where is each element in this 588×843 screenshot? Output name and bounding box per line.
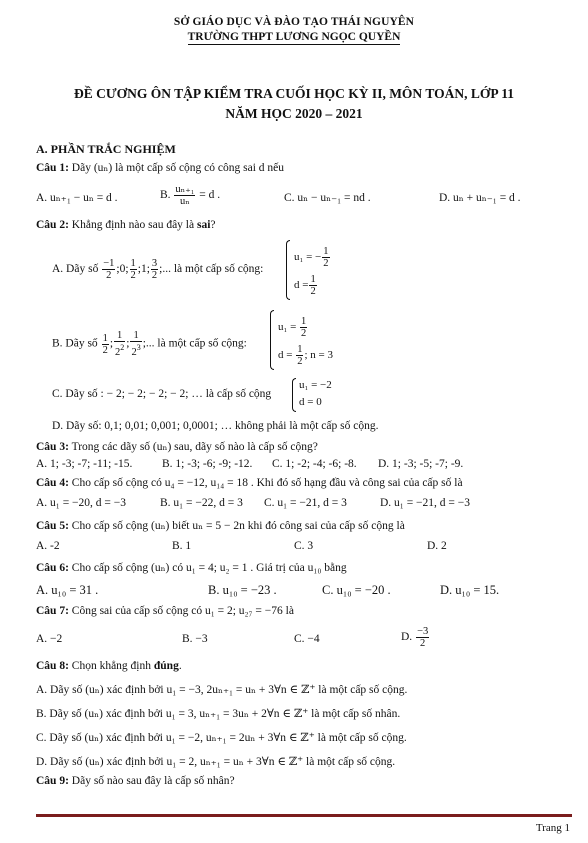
q7-option-b: B. −3: [182, 633, 208, 645]
q7-option-d: [401, 626, 430, 649]
q8-option-b: B. Dãy số (uₙ) xác định bởi u₁ = 3, uₙ₊₁ = 3uₙ + 2∀n ∈ ℤ⁺ là một cấp số nhân.: [36, 708, 401, 720]
q4-option-c: C. u₁ = −21, d = 3: [264, 497, 347, 509]
question-text: Dãy (uₙ) là một cấp số cộng có công sai d nếu: [71, 162, 285, 174]
q1-option-d: D. uₙ + uₙ₋₁ = d .: [439, 192, 521, 204]
q2-option-a: A. Dãy số $\frac{-1}{2}$ ;0; $\frac{1}{2}$ ;1; $\frac{3}{2}$ ;... là một cấp số cộng:: [52, 258, 264, 281]
q6-option-c: C. u₁₀ = −20 .: [322, 583, 391, 597]
question-label: Câu 2:: [36, 219, 69, 231]
question-text: Khẳng định nào sau đây là: [71, 219, 195, 231]
footer-divider: [36, 814, 572, 817]
option-label: B. Dãy số: [52, 337, 98, 350]
question-label: Câu 1:: [36, 162, 69, 174]
question-end: .: [178, 660, 182, 672]
question-8: [36, 660, 182, 672]
question-text: Cho cấp số cộng có u₄ = −12, u₁₄ = 18 . Khi đó số hạng đầu và công sai của cấp số là: [71, 477, 463, 489]
q3-option-b: B. 1; -3; -6; -9; -12.: [162, 458, 253, 470]
fraction: $\frac{1}{2}$: [130, 258, 136, 281]
school-name-text: TRƯỜNG THPT LƯƠNG NGỌC QUYỀN: [187, 31, 401, 43]
q1-option-a: A. uₙ₊₁ − uₙ = d .: [36, 192, 118, 204]
q6-option-d: D. u₁₀ = 15.: [440, 583, 500, 597]
question-emphasis: đúng: [153, 660, 179, 672]
option-text: là một cấp số cộng:: [173, 263, 264, 276]
question-label: Câu 9:: [36, 775, 69, 787]
q7-option-a: A. −2: [36, 633, 63, 645]
q8-option-d: D. Dãy số (uₙ) xác định bởi u₁ = 2, uₙ₊₁ = uₙ + 3∀n ∈ ℤ⁺ là một cấp số cộng.: [36, 756, 396, 768]
numerator: −3: [417, 626, 429, 637]
option-text: là một cấp số cộng:: [157, 337, 247, 350]
q6-option-b: B. u₁₀ = −23 .: [208, 583, 277, 597]
q1-option-c: C. uₙ − uₙ₋₁ = nd .: [284, 192, 371, 204]
question-text: Dãy số nào sau đây là cấp số nhân?: [71, 775, 235, 787]
q7-option-c: C. −4: [294, 633, 320, 645]
option-suffix: = d .: [199, 189, 221, 202]
q3-option-c: C. 1; -2; -4; -6; -8.: [272, 458, 357, 470]
fraction: $\frac{3}{2}$: [151, 258, 158, 281]
question-end: ?: [210, 219, 216, 231]
q3-option-a: A. 1; -3; -7; -11; -15.: [36, 458, 133, 470]
q5-option-b: B. 1: [172, 540, 192, 552]
q6-option-a: A. u₁₀ = 31 .: [36, 583, 99, 597]
question-label: Câu 3:: [36, 441, 69, 453]
system-line-1: u₁ = − $\frac{1}{2}$: [294, 246, 329, 269]
fraction: [416, 626, 429, 649]
question-4: [36, 477, 463, 489]
question-6: [36, 560, 347, 574]
q2-option-b: B. Dãy số $\frac{1}{2}$ ; $\frac{1}{2^2}$ ; $\frac{1}{2^3}$ ;... là một cấp số cộng:: [52, 330, 247, 358]
question-label: Câu 4:: [36, 477, 69, 489]
option-label: D.: [401, 631, 413, 644]
denominator: uₙ: [180, 196, 190, 207]
question-label: Câu 5:: [36, 520, 69, 532]
q2-option-c: C. Dãy số : − 2; − 2; − 2; − 2; … là cấp số cộng: [52, 388, 272, 400]
brace-icon: [270, 310, 274, 370]
numerator: uₙ₊₁: [175, 184, 195, 195]
q5-option-d: D. 2: [427, 540, 447, 552]
q4-option-a: A. u₁ = −20, d = −3: [36, 497, 127, 509]
question-label: Câu 8:: [36, 660, 69, 672]
section-a-heading: A. PHẦN TRẮC NGHIỆM: [36, 142, 176, 156]
q4-option-d: D. u₁ = −21, d = −3: [380, 497, 471, 509]
q8-option-c: C. Dãy số (uₙ) xác định bởi u₁ = −2, uₙ₊₁ = 2uₙ + 3∀n ∈ ℤ⁺ là một cấp số cộng.: [36, 732, 407, 744]
question-text: Trong các dãy số (uₙ) sau, dãy số nào là cấp số cộng?: [71, 441, 318, 453]
question-text: Công sai của cấp số cộng có u₁ = 2; u₂₇ = −76 là: [71, 605, 294, 617]
page-number: Trang 1: [535, 822, 570, 834]
doc-title: ĐỀ CƯƠNG ÔN TẬP KIỂM TRA CUỐI HỌC KỲ II, MÔN TOÁN, LỚP 11: [74, 86, 514, 101]
question-emphasis: sai: [196, 219, 211, 231]
system-line-1: u₁ = $\frac{1}{2}$: [278, 316, 307, 339]
org-name: SỞ GIÁO DỤC VÀ ĐÀO TẠO THÁI NGUYÊN: [173, 16, 415, 28]
question-text: Cho cấp số cộng (uₙ) có u₁ = 4; u₂ = 1 . Giá trị của u₁₀ bằng: [71, 562, 347, 574]
option-label: A. Dãy số: [52, 263, 99, 276]
school-name: [0, 31, 588, 43]
question-text: Cho cấp số cộng (uₙ) biết uₙ = 5 − 2n khi đó công sai của cấp số cộng là: [71, 520, 405, 532]
question-2: [36, 219, 216, 231]
fraction: [174, 184, 195, 207]
q2c-system: [292, 378, 352, 412]
question-1: [36, 160, 284, 174]
system-line-2: d = $\frac{1}{2}$: [294, 274, 316, 297]
question-9: [36, 775, 235, 787]
question-3: [36, 439, 318, 453]
q8-option-a: A. Dãy số (uₙ) xác định bởi u₁ = −3, 2uₙ₊₁ = uₙ + 3∀n ∈ ℤ⁺ là một cấp số cộng.: [36, 684, 408, 696]
brace-icon: [286, 240, 290, 300]
question-5: [36, 518, 405, 532]
question-label: Câu 6:: [36, 562, 69, 574]
q5-option-c: C. 3: [294, 540, 314, 552]
system-line-2: d = 0: [299, 396, 322, 408]
option-label: B.: [160, 189, 171, 202]
denominator: 2: [420, 638, 426, 649]
doc-year: NĂM HỌC 2020 – 2021: [225, 106, 363, 121]
q1-option-b: [160, 184, 220, 207]
q4-option-b: B. u₁ = −22, d = 3: [160, 497, 243, 509]
q2a-system: [286, 240, 366, 300]
q2-option-d: D. Dãy số: 0,1; 0,01; 0,001; 0,0001; … không phải là một cấp số cộng.: [52, 420, 379, 432]
question-label: Câu 7:: [36, 605, 69, 617]
question-7: [36, 605, 294, 617]
q3-option-d: D. 1; -3; -5; -7; -9.: [378, 458, 464, 470]
system-line-2: d = $\frac{1}{2}$ ; n = 3: [278, 344, 333, 367]
system-line-1: u₁ = −2: [299, 379, 332, 391]
q2b-system: [270, 310, 360, 370]
brace-icon: [292, 378, 296, 412]
question-text: Chọn khẳng định: [71, 660, 152, 672]
fraction: $\frac{-1}{2}$: [103, 258, 115, 281]
q5-option-a: A. -2: [36, 540, 60, 552]
